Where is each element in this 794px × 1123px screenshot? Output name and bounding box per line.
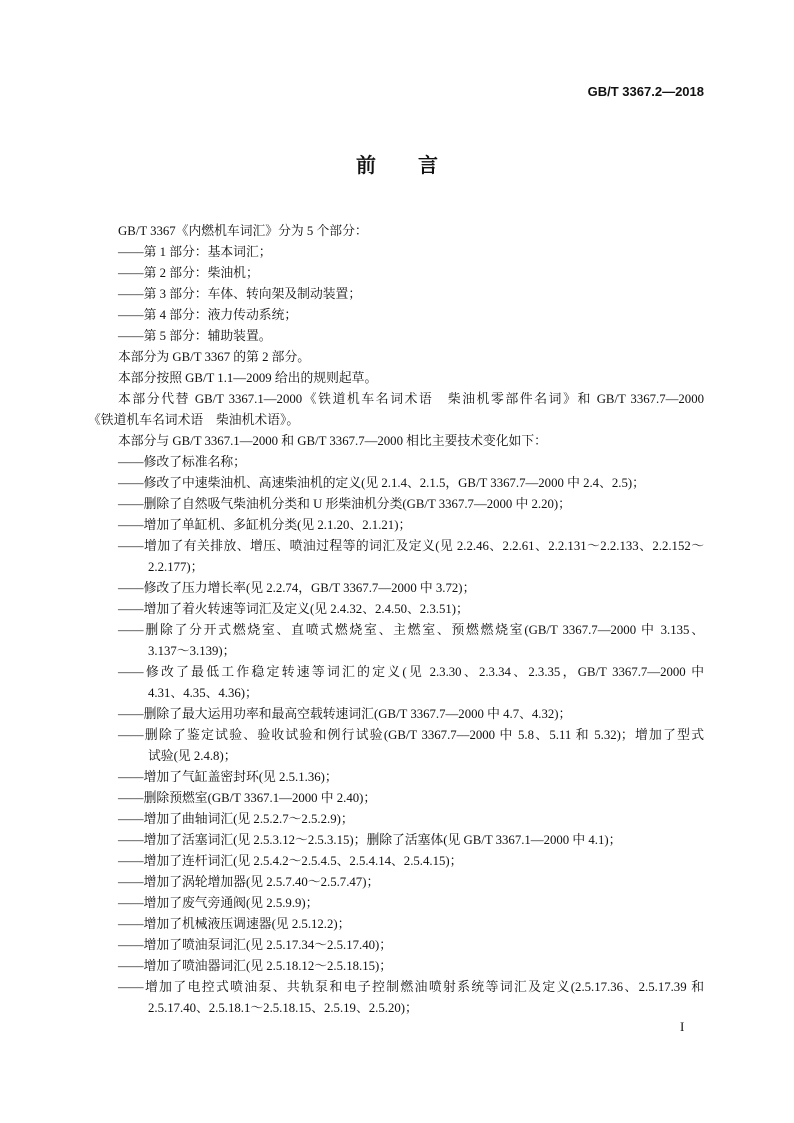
change-item: ——修改了中速柴油机、高速柴油机的定义(见 2.1.4、2.1.5，GB/T 3367.7—2000 中 2.4、2.5)；: [118, 476, 645, 490]
change-item-line: ——修改了最低工作稳定转速等词汇的定义(见 2.3.30、2.3.34、2.3.35，GB/T 3367.7—2000 中: [118, 665, 704, 679]
change-item: ——增加了喷油器词汇(见 2.5.18.12～2.5.18.15)；: [118, 959, 393, 973]
change-item: ——删除预燃室(GB/T 3367.1—2000 中 2.40)；: [118, 791, 377, 805]
change-item: [88, 725, 704, 767]
change-item: ——增加了涡轮增加器(见 2.5.7.40～2.5.7.47)；: [118, 875, 380, 889]
change-item: ——增加了气缸盖密封环(见 2.5.1.36)；: [118, 770, 338, 784]
change-item: ——修改了压力增长率(见 2.2.74，GB/T 3367.7—2000 中 3.72)；: [118, 581, 476, 595]
change-item-line: ——增加了电控式喷油泵、共轨泵和电子控制燃油喷射系统等词汇及定义(2.5.17.36、2.5.17.39 和: [118, 980, 704, 994]
change-item: ——增加了连杆词汇(见 2.5.4.2～2.5.4.5、2.5.4.14、2.5.4.15)；: [118, 854, 463, 868]
change-item-line: 4.31、4.35、4.36)；: [148, 686, 258, 700]
part-item: ——第 5 部分：辅助装置。: [118, 329, 272, 343]
part-note-paragraph: 本部分为 GB/T 3367 的第 2 部分。: [118, 350, 311, 364]
change-item: ——增加了废气旁通阀(见 2.5.9.9)；: [118, 896, 319, 910]
change-item-line: ——删除了分开式燃烧室、直喷式燃烧室、主燃室、预燃燃烧室(GB/T 3367.7—2000 中 3.135、: [118, 623, 704, 637]
change-item-line: ——增加了有关排放、增压、喷油过程等的词汇及定义(见 2.2.46、2.2.61、2.2.131～2.2.133、2.2.152～: [118, 539, 704, 553]
part-item: ——第 3 部分：车体、转向架及制动装置；: [118, 287, 362, 301]
replaces-paragraph: [88, 389, 704, 431]
change-item: ——增加了活塞词汇(见 2.5.3.12～2.5.3.15)；删除了活塞体(见 GB/T 3367.1—2000 中 4.1)；: [118, 833, 622, 847]
standard-number: GB/T 3367.2—2018: [587, 84, 704, 99]
change-item-line: 2.5.17.40、2.5.18.1～2.5.18.15、2.5.19、2.5.20)；: [148, 1001, 418, 1015]
change-item: ——增加了喷油泵词汇(见 2.5.17.34～2.5.17.40)；: [118, 938, 393, 952]
change-item: ——删除了自然吸气柴油机分类和 U 形柴油机分类(GB/T 3367.7—2000 中 2.20)；: [118, 497, 571, 511]
change-item-line: ——删除了鉴定试验、验收试验和例行试验(GB/T 3367.7—2000 中 5.8、5.11 和 5.32)；增加了型式: [118, 728, 704, 742]
change-item: [88, 662, 704, 704]
change-item: [88, 536, 704, 578]
change-item-line: 3.137～3.139)；: [148, 644, 236, 658]
replaces-line: 本部分代替 GB/T 3367.1—2000《铁道机车名词术语 柴油机零部件名词》和 GB/T 3367.7—2000: [118, 392, 704, 406]
page-number: I: [680, 1019, 685, 1034]
change-item: ——修改了标准名称；: [118, 455, 246, 469]
page-title: 前 言: [356, 153, 449, 177]
change-item: [88, 620, 704, 662]
part-item: ——第 4 部分：液力传动系统；: [118, 308, 298, 322]
change-item: ——增加了单缸机、多缸机分类(见 2.1.20、2.1.21)；: [118, 518, 412, 532]
drafting-rule-paragraph: 本部分按照 GB/T 1.1—2009 给出的规则起草。: [118, 371, 378, 385]
part-item: ——第 2 部分：柴油机；: [118, 266, 259, 280]
replaces-line: 《铁道机车名词术语 柴油机术语》。: [88, 413, 300, 427]
change-item: ——增加了曲轴词汇(见 2.5.2.7～2.5.2.9)；: [118, 812, 354, 826]
changes-intro-paragraph: 本部分与 GB/T 3367.1—2000 和 GB/T 3367.7—2000 相比主要技术变化如下：: [118, 434, 547, 448]
change-item-line: 2.2.177)；: [148, 560, 204, 574]
change-item: ——删除了最大运用功率和最高空载转速词汇(GB/T 3367.7—2000 中 4.7、4.32)；: [118, 707, 572, 721]
part-item: ——第 1 部分：基本词汇；: [118, 245, 272, 259]
change-item: ——增加了着火转速等词汇及定义(见 2.4.32、2.4.50、2.3.51)；: [118, 602, 469, 616]
change-item: [88, 977, 704, 1019]
change-item-line: 试验(见 2.4.8)；: [148, 749, 237, 763]
intro-paragraph: GB/T 3367《内燃机车词汇》分为 5 个部分：: [118, 224, 368, 238]
change-item: ——增加了机械液压调速器(见 2.5.12.2)；: [118, 917, 351, 931]
preface-body: [88, 221, 704, 1019]
